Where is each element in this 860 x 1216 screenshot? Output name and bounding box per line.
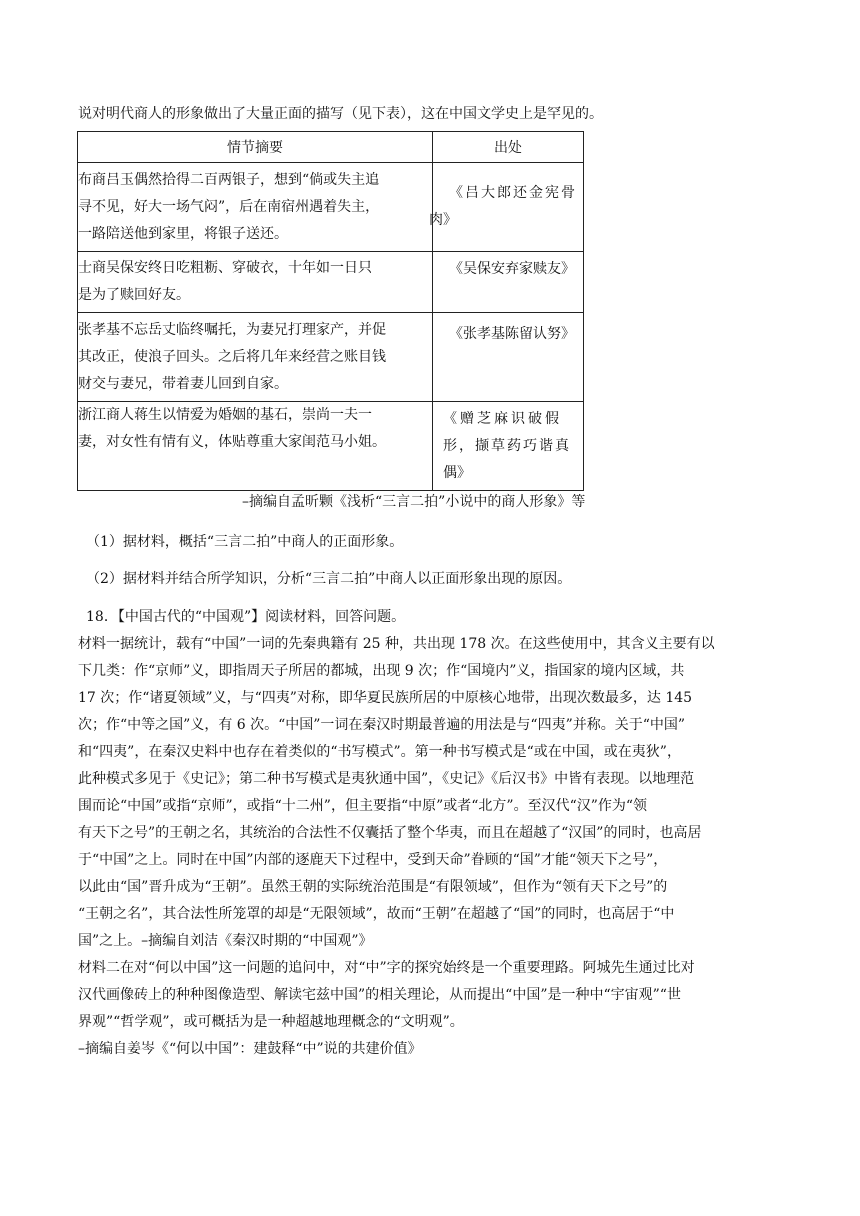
summary-cell <box>78 313 433 402</box>
source-line: 《吴保安弃家赎友》 <box>449 261 575 277</box>
summary-line: 浙江商人蒋生以情爱为婚姻的基石，崇尚一夫一 <box>78 407 372 423</box>
summary-line: 是为了赎回好友。 <box>78 287 190 303</box>
material-line: 和“四夷”，在秦汉史料中也存在着类似的“书写模式”。第一种书写模式是“或在中国，或在夷狄”， <box>78 744 681 760</box>
material-line: 以此由“国”晋升成为“王朝”。虽然王朝的实际统治范围是“有限领域”，但作为“领有天下之号”的 <box>78 879 668 895</box>
question-1: （1）据材料，概括“三言二拍”中商人的正面形象。 <box>86 534 404 550</box>
material-line: 17 次；作“诸夏领域”义，与“四夷”对称，即华夏民族所居的中原核心地带，出现次数最多，达 145 <box>78 690 693 706</box>
material-line: 有天下之号”的王朝之名，其统治的合法性不仅囊括了整个华夷，而且在超越了“汉国”的同时，也高居 <box>78 825 702 841</box>
question-2: （2）据材料并结合所学知识，分析“三言二拍”中商人以正面形象出现的原因。 <box>86 571 572 587</box>
table-source-citation: –摘编自孟昕颗《浅析“三言二拍”小说中的商人形象》等 <box>242 494 586 510</box>
summary-line: 财交与妻兄，带着妻儿回到自家。 <box>78 375 288 392</box>
source-line: 《赠芝麻识破假 <box>443 410 562 427</box>
material-line: –摘编自姜岑《“何以中国”：建鼓释“中”说的共建价值》 <box>78 1041 422 1057</box>
source-cell <box>433 252 584 313</box>
source-line: 形，撷草药巧谐真 <box>443 437 571 454</box>
material-line: 下几类：作“京师”义，即指周天子所居的都城，出现 9 次；作“国境内”义，指国家的境内区域，共 <box>78 663 685 679</box>
question-18-heading: 18．【中国古代的“中国观”】阅读材料，回答问题。 <box>86 609 406 625</box>
material-line: 材料一据统计，载有“中国”一词的先秦典籍有 25 种，共出现 178 次。在这些使用中，其含义主要有以 <box>78 636 715 652</box>
material-line: 材料二在对“何以中国”这一问题的追问中，对“中”字的探究始终是一个重要理路。阿城先生通过比对 <box>78 960 695 976</box>
table-row <box>78 313 584 402</box>
summary-line: 其改正，使浪子回头。之后将几年来经营之账目钱 <box>78 348 386 365</box>
source-cell <box>429 163 584 252</box>
table-row <box>78 163 584 252</box>
material-line: “王朝之名”，其合法性所笼罩的却是“无限领域”，故而“王朝”在超越了“国”的同时，也高居于“中 <box>78 906 675 922</box>
summary-cell <box>78 402 433 491</box>
summary-cell <box>78 252 433 313</box>
material-line: 界观”“哲学观”，或可概括为是一种超越地理概念的“文明观”。 <box>78 1014 464 1030</box>
table-header-row <box>78 132 584 163</box>
summary-line: 寻不见，好大一场气闷”，后在南宿州遇着失主， <box>78 198 380 215</box>
header-summary: 情节摘要 <box>78 132 433 163</box>
source-cell <box>433 402 584 491</box>
source-line: 肉》 <box>429 212 457 228</box>
material-1 <box>78 631 778 955</box>
source-line: 《吕大郎还金宪骨 <box>449 185 577 201</box>
summary-line: 张孝基不忘岳丈临终嘱托，为妻兄打理家产，并促 <box>78 321 386 338</box>
table-row <box>78 402 584 491</box>
summary-cell <box>78 163 433 252</box>
intro-line: 说对明代商人的形象做出了大量正面的描写（见下表），这在中国文学史上是罕见的。 <box>78 106 603 122</box>
material-line: 于“中国”之上。同时在中国”内部的逐鹿天下过程中，受到天命”眷顾的“国”才能“领天下之号”， <box>78 852 668 868</box>
table-row <box>78 252 584 313</box>
material-line: 汉代画像砖上的种种图像造型、解读宅兹中国”的相关理论，从而提出“中国”是一种中“宇宙观”“世 <box>78 987 681 1003</box>
header-source: 出处 <box>433 132 584 163</box>
summary-line: 一路陪送他到家里，将银子送还。 <box>78 225 288 242</box>
material-line: 围而论“中国”或指“京师”，或指“十二州”，但主要指“中原”或者“北方”。至汉代“汉”作为“领 <box>78 798 648 814</box>
merchant-table <box>77 131 584 491</box>
summary-line: 布商吕玉偶然拾得二百两银子，想到“倘或失主追 <box>78 171 380 188</box>
source-cell <box>433 313 584 402</box>
material-line: 次；作“中等之国”义，有 6 次。“中国”一词在秦汉时期最普遍的用法是与“四夷”并称。关于“中国” <box>78 717 686 733</box>
material-line: 国”之上。–摘编自刘洁《秦汉时期的“中国观”》 <box>78 933 373 949</box>
material-2 <box>78 955 778 1063</box>
source-line: 偶》 <box>443 464 471 481</box>
summary-line: 妻，对女性有情有义，体贴尊重大家闺范马小姐。 <box>78 434 386 450</box>
summary-line: 士商吴保安终日吃粗粝、穿破衣，十年如一日只 <box>78 260 372 276</box>
material-line: 此种模式多见于《史记》；第二种书写模式是夷狄通中国”，《史记》《后汉书》中皆有表现。以地理范 <box>78 771 695 787</box>
source-line: 《张孝基陈留认努》 <box>449 326 575 342</box>
